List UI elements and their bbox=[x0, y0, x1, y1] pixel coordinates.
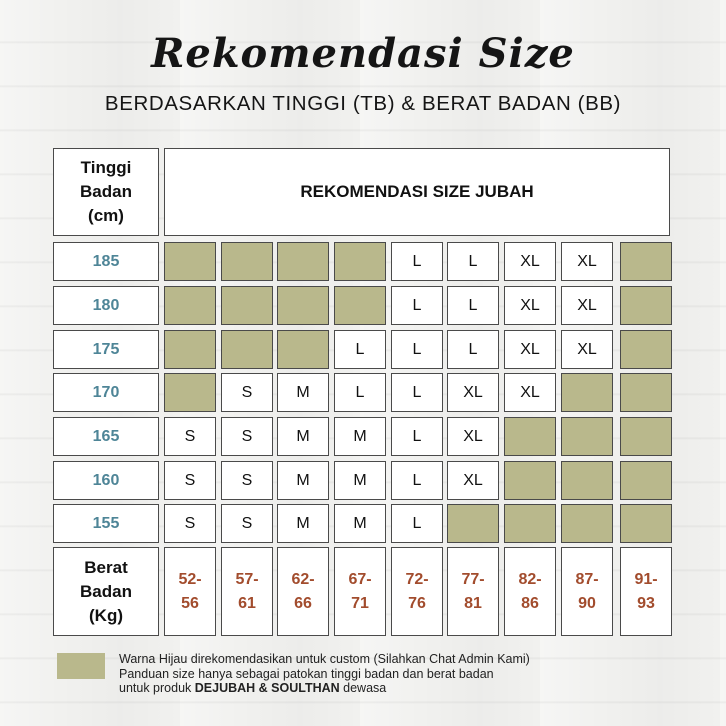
legend-line: Warna Hijau direkomendasikan untuk custom (Silahkan Chat Admin Kami) bbox=[119, 652, 530, 666]
weight-value-line: 90 bbox=[578, 594, 596, 612]
size-cell: S bbox=[164, 417, 216, 456]
size-cell: S bbox=[221, 504, 273, 543]
height-value-cell: 160 bbox=[53, 461, 159, 500]
weight-value-line: 93 bbox=[637, 594, 655, 612]
size-cell-custom bbox=[620, 417, 672, 456]
size-cell: L bbox=[447, 286, 499, 325]
size-cell-custom bbox=[620, 504, 672, 543]
size-cell: L bbox=[391, 286, 443, 325]
size-cell-custom bbox=[277, 242, 329, 281]
size-cell: M bbox=[277, 461, 329, 500]
size-cell-custom bbox=[221, 286, 273, 325]
weight-value-cell bbox=[620, 547, 672, 636]
size-cell: M bbox=[334, 504, 386, 543]
weight-value-line: 77- bbox=[461, 570, 485, 588]
size-cell: L bbox=[334, 330, 386, 369]
size-cell: L bbox=[391, 504, 443, 543]
weight-value-line: 76 bbox=[408, 594, 426, 612]
height-header-line: Badan bbox=[80, 182, 132, 201]
weight-value-cell bbox=[277, 547, 329, 636]
size-cell: L bbox=[391, 373, 443, 412]
size-cell-custom bbox=[164, 286, 216, 325]
size-cell-custom bbox=[334, 242, 386, 281]
weight-value-cell bbox=[334, 547, 386, 636]
weight-value-line: 72- bbox=[405, 570, 429, 588]
weight-value-cell bbox=[391, 547, 443, 636]
weight-value-line: 91- bbox=[634, 570, 658, 588]
legend-line bbox=[119, 681, 719, 696]
size-cell: S bbox=[164, 461, 216, 500]
size-cell: XL bbox=[447, 417, 499, 456]
weight-value-line: 52- bbox=[178, 570, 202, 588]
size-cell: XL bbox=[561, 242, 613, 281]
weight-header-line: Berat bbox=[84, 557, 128, 577]
weight-header-line: Badan bbox=[80, 581, 132, 601]
weight-value-line: 67- bbox=[348, 570, 372, 588]
size-cell: S bbox=[221, 417, 273, 456]
size-cell-custom bbox=[221, 242, 273, 281]
legend-line: Panduan size hanya sebagai patokan tinggi badan dan berat badan bbox=[119, 666, 494, 681]
size-cell: S bbox=[221, 461, 273, 500]
size-cell-custom bbox=[277, 330, 329, 369]
size-cell: XL bbox=[504, 242, 556, 281]
weight-value-line: 82- bbox=[518, 570, 542, 588]
size-cell: XL bbox=[447, 461, 499, 500]
size-cell-custom bbox=[620, 373, 672, 412]
page-subtitle: BERDASARKAN TINGGI (TB) & BERAT BADAN (BB) bbox=[104, 92, 622, 115]
height-value-cell: 155 bbox=[53, 504, 159, 543]
size-cell-custom bbox=[504, 504, 556, 543]
size-cell-custom bbox=[447, 504, 499, 543]
legend-brand: DEJUBAH & SOULTHAN bbox=[194, 681, 340, 695]
weight-value-line: 71 bbox=[351, 594, 369, 612]
size-cell-custom bbox=[561, 461, 613, 500]
weight-value-line: 81 bbox=[464, 594, 482, 612]
size-cell: M bbox=[334, 417, 386, 456]
size-cell-custom bbox=[561, 373, 613, 412]
size-cell: XL bbox=[561, 286, 613, 325]
height-value-cell: 180 bbox=[53, 286, 159, 325]
size-cell: S bbox=[221, 373, 273, 412]
weight-value-line: 57- bbox=[235, 570, 259, 588]
size-cell: L bbox=[391, 417, 443, 456]
size-cell: XL bbox=[447, 373, 499, 412]
size-cell: M bbox=[277, 373, 329, 412]
height-value-cell: 165 bbox=[53, 417, 159, 456]
weight-header-cell bbox=[53, 547, 159, 636]
size-cell-custom bbox=[620, 286, 672, 325]
weight-value-line: 56 bbox=[181, 594, 199, 612]
size-cell-custom bbox=[620, 330, 672, 369]
page-title: Rekomendasi Size bbox=[151, 30, 575, 77]
size-cell: S bbox=[164, 504, 216, 543]
size-cell: L bbox=[391, 242, 443, 281]
height-header-cell bbox=[53, 148, 159, 236]
weight-value-line: 86 bbox=[521, 594, 539, 612]
weight-value-line: 62- bbox=[291, 570, 315, 588]
main-header-cell bbox=[164, 148, 670, 236]
weight-value-cell bbox=[447, 547, 499, 636]
height-header-line: Tinggi bbox=[80, 158, 132, 177]
size-cell-custom bbox=[221, 330, 273, 369]
weight-header-line: (Kg) bbox=[89, 605, 123, 625]
size-cell: M bbox=[334, 461, 386, 500]
weight-value-cell bbox=[221, 547, 273, 636]
weight-value-cell bbox=[561, 547, 613, 636]
legend-line3-post: dewasa bbox=[339, 681, 387, 695]
size-cell-custom bbox=[620, 242, 672, 281]
size-cell: M bbox=[277, 417, 329, 456]
size-cell: L bbox=[447, 242, 499, 281]
size-cell: L bbox=[391, 461, 443, 500]
height-value-cell: 170 bbox=[53, 373, 159, 412]
weight-value-line: 66 bbox=[294, 594, 312, 612]
size-cell: XL bbox=[561, 330, 613, 369]
height-value-cell: 185 bbox=[53, 242, 159, 281]
legend-text bbox=[119, 652, 719, 696]
size-cell-custom bbox=[277, 286, 329, 325]
size-cell: XL bbox=[504, 330, 556, 369]
legend-line3-pre: untuk produk bbox=[119, 681, 195, 695]
weight-value-line: 61 bbox=[238, 594, 256, 612]
size-cell: L bbox=[391, 330, 443, 369]
weight-value-line: 87- bbox=[575, 570, 599, 588]
size-cell: XL bbox=[504, 373, 556, 412]
size-cell-custom bbox=[164, 330, 216, 369]
size-cell: M bbox=[277, 504, 329, 543]
size-cell: XL bbox=[504, 286, 556, 325]
height-header-line: (cm) bbox=[88, 206, 124, 225]
size-cell-custom bbox=[504, 461, 556, 500]
size-cell-custom bbox=[164, 373, 216, 412]
weight-value-cell bbox=[504, 547, 556, 636]
size-cell-custom bbox=[561, 417, 613, 456]
main-header-label: REKOMENDASI SIZE JUBAH bbox=[300, 182, 534, 201]
size-cell-custom bbox=[620, 461, 672, 500]
size-cell: L bbox=[447, 330, 499, 369]
weight-value-cell bbox=[164, 547, 216, 636]
size-cell-custom bbox=[561, 504, 613, 543]
size-cell-custom bbox=[164, 242, 216, 281]
height-value-cell: 175 bbox=[53, 330, 159, 369]
legend-green-swatch bbox=[57, 653, 105, 679]
size-cell-custom bbox=[334, 286, 386, 325]
size-cell: L bbox=[334, 373, 386, 412]
size-cell-custom bbox=[504, 417, 556, 456]
